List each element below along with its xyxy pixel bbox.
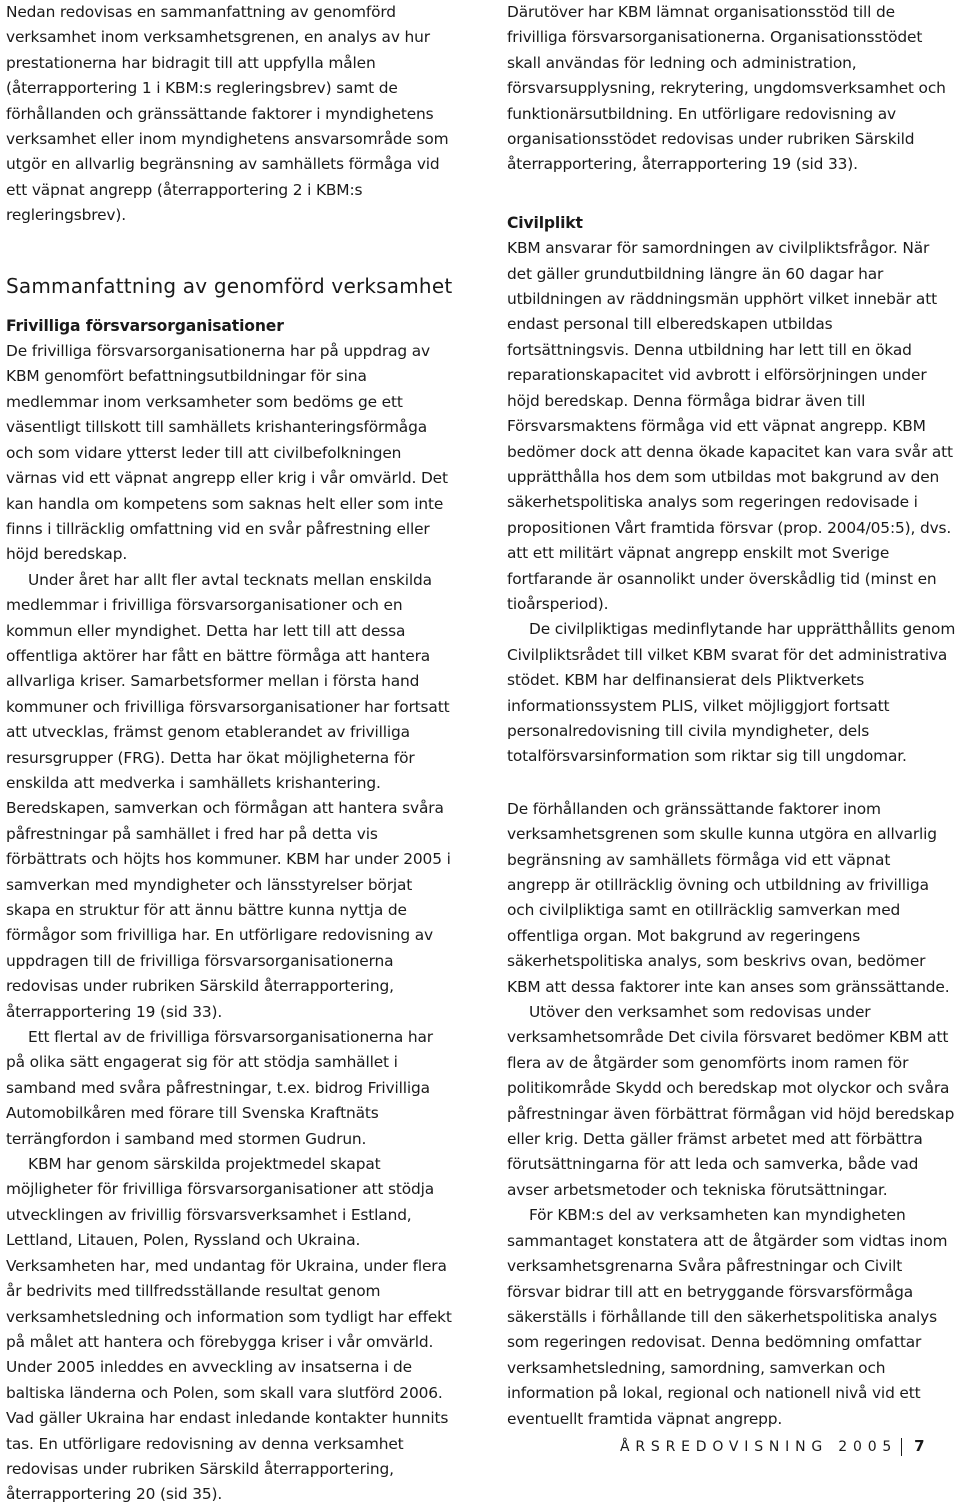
page-footer [620, 1437, 960, 1456]
left-column [6, 0, 456, 1508]
paragraph: De förhållanden och gränssättande faktorer inom verksamhetsgrenen som skulle kunna utgöra en allvarlig begränsning av samhällets förmåga vid ett väpnat angrepp är otillräcklig övning och utbildning av frivilliga och civilpliktiga samt en otillräcklig samverkan med offentliga organ. Mot bakgrund av regeringens säkerhetspolitiska analys, som beskrivs ovan, bedömer KBM att dessa faktorer inte kan anses som gränssättande. [507, 799, 950, 996]
paragraph: Ett flertal av de frivilliga försvarsorganisationerna har på olika sätt engagerat sig för att stödja samhället i samband med svåra påfrestningar, t.ex. bidrog Frivilliga Automobilkåren med förare till Svenska Kraftnäts terrängfordon i samband med stormen Gudrun. [6, 1028, 433, 1148]
intro-paragraph: Nedan redovisas en sammanfattning av genomförd verksamhet inom verksamhetsgrenen, en analys av hur prestationerna har bidragit till att uppfylla målen (återrapportering 1 i KBM:s regleringsbrev) samt de förhållanden och gränssättande faktorer i myndighetens verksamhet eller inom myndighetens ansvarsområde som utgör en allvarlig begränsning av samhällets förmåga vid ett väpnat angrepp (återrapportering 2 i KBM:s regleringsbrev). [6, 3, 449, 225]
paragraph: Utöver den verksamhet som redovisas under verksamhetsområde Det civila försvaret bedömer KBM att flera av de åtgärder som genomförts inom ramen för politikområde Skydd och beredskap mot olyckor och svåra påfrestningar även förbättrat förmågan vid höjd beredskap eller krig. Detta gäller främst arbetet med att förbättra förutsättningarna för att leda och samverka, både vad avser arbetsmetoder och tekniska förutsättningar. [507, 1003, 955, 1199]
paragraph: De frivilliga försvarsorganisationerna har på uppdrag av KBM genomfört befattningsutbildningar för sina medlemmar inom verksamheter som bedöms ge ett väsentligt tillskott till samhällets krishanteringsförmåga och som vidare ytterst leder till att civilbefolkningen värnas vid ett väpnat angrepp eller krig i vår omvärld. Det kan handla om kompetens som saknas helt eller som inte finns i tillräcklig omfattning vid en svår påfrestning eller höjd beredskap. [6, 342, 448, 564]
right-column [507, 0, 957, 1432]
section-heading: Sammanfattning av genomförd verksamhet [6, 273, 453, 298]
paragraph: Därutöver har KBM lämnat organisationsstöd till de frivilliga försvarsorganisationerna. Organisationsstödet skall användas för ledning och administration, försvarsupplysning, rekrytering, ungdomsverksamhet och funktionärsutbildning. En utförligare redovisning av organisationsstödet redovisas under rubriken Särskild återrapportering, återrapportering 19 (sid 33). [507, 3, 946, 174]
paragraph: För KBM:s del av verksamheten kan myndigheten sammantaget konstatera att de åtgärder som vidtas inom verksamhetsgrenarna Svåra påfrestningar och Civilt försvar bidrar till att en betryggande försvarsförmåga säkerställs i förhållande till den säkerhetspolitiska analys som regeringen redovisat. Denna bedömning omfattar verksamhetsledning, samordning, samverkan och information på lokal, regional och nationell nivå vid ett eventuellt framtida väpnat angrepp. [507, 1206, 948, 1428]
spacer [507, 178, 957, 211]
footer-divider [901, 1438, 902, 1456]
paragraph: KBM har genom särskilda projektmedel skapat möjligheter för frivilliga försvarsorganisationer att stödja utvecklingen av frivillig försvarsverksamhet i Estland, Lettland, Litauen, Polen, Ryssland och Ukraina. Verksamheten har, med undantag för Ukraina, under flera år bedrivits med tillfredsställande resultat genom verksamhetsledning och information som tydligt har effekt på målet att hantera och förebygga kriser i vår omvärld. Under 2005 inleddes en avveckling av insatserna i de baltiska länderna och Polen, som skall vara slutförd 2006. Vad gäller Ukraina har endast inledande kontakter hunnits tas. En utförligare redovisning av denna verksamhet redovisas under rubriken Särskild återrapportering, återrapportering 20 (sid 35). [6, 1155, 452, 1504]
subheading-civilplikt: Civilplikt [507, 213, 583, 232]
paragraph: KBM ansvarar för samordningen av civilpliktsfrågor. När det gäller grundutbildning längre än 60 dagar har utbildningen av räddningsmän upphört vilket innebär att endast personal till elberedskapen utbildas fortsättningsvis. Denna utbildning har lett till en ökad reparationskapacitet vid avbrott i elförsörjningen under höjd beredskap. Denna förmåga bidrar även till Försvarsmaktens förmåga vid ett väpnat angrepp. KBM bedömer dock att denna ökade kapacitet kan vara svår att upprätthålla hos dem som utbildas mot bakgrund av den säkerhetspolitiska analys som regeringen redovisade i propositionen Vårt framtida försvar (prop. 2004/05:5), dvs. att ett militärt väpnat angrepp enskilt mot Sverige fortfarande är osannolikt under överskådlig tid (minst en tioårsperiod). [507, 239, 953, 613]
paragraph: Under året har allt fler avtal tecknats mellan enskilda medlemmar i frivilliga försvarsorganisationer och en kommun eller myndighet. Detta har lett till att dessa offentliga aktörer har fått en bättre förmåga att hantera allvarliga kriser. Samarbetsformer mellan i första hand kommuner och frivilliga försvarsorganisationer har fortsatt att utvecklas, främst genom etablerandet av frivilliga resursgrupper (FRG). Detta har ökat möjligheterna för enskilda att medverka i samhällets krishantering. Beredskapen, samverkan och förmågan att hantera svåra påfrestningar på samhället i fred har på detta vis förbättrats och höjts hos kommuner. KBM har under 2005 i samverkan med myndigheter och länsstyrelser börjat skapa en struktur för att ännu bättre kunna nyttja de förmågor som frivilliga har. En utförligare redovisning av uppdragen till de frivilliga försvarsorganisationerna redovisas under rubriken Särskild återrapportering, återrapportering 19 (sid 33). [6, 570, 451, 1021]
spacer [6, 229, 456, 273]
spacer [507, 770, 957, 797]
subheading-frivilliga: Frivilliga försvarsorganisationer [6, 316, 284, 335]
paragraph: De civilpliktigas medinflytande har upprätthållits genom Civilpliktsrådet till vilket KBM svarat för det administrativa stödet. KBM har delfinansierat dels Pliktverkets informationssystem PLIS, vilket möjliggjort fortsatt personalredovisning till civila myndigheter, dels totalförsvarsinformation som riktar sig till ungdomar. [507, 620, 956, 766]
footer-label: ÅRSREDOVISNING 2005 [620, 1439, 898, 1455]
page-number: 7 [914, 1437, 925, 1455]
